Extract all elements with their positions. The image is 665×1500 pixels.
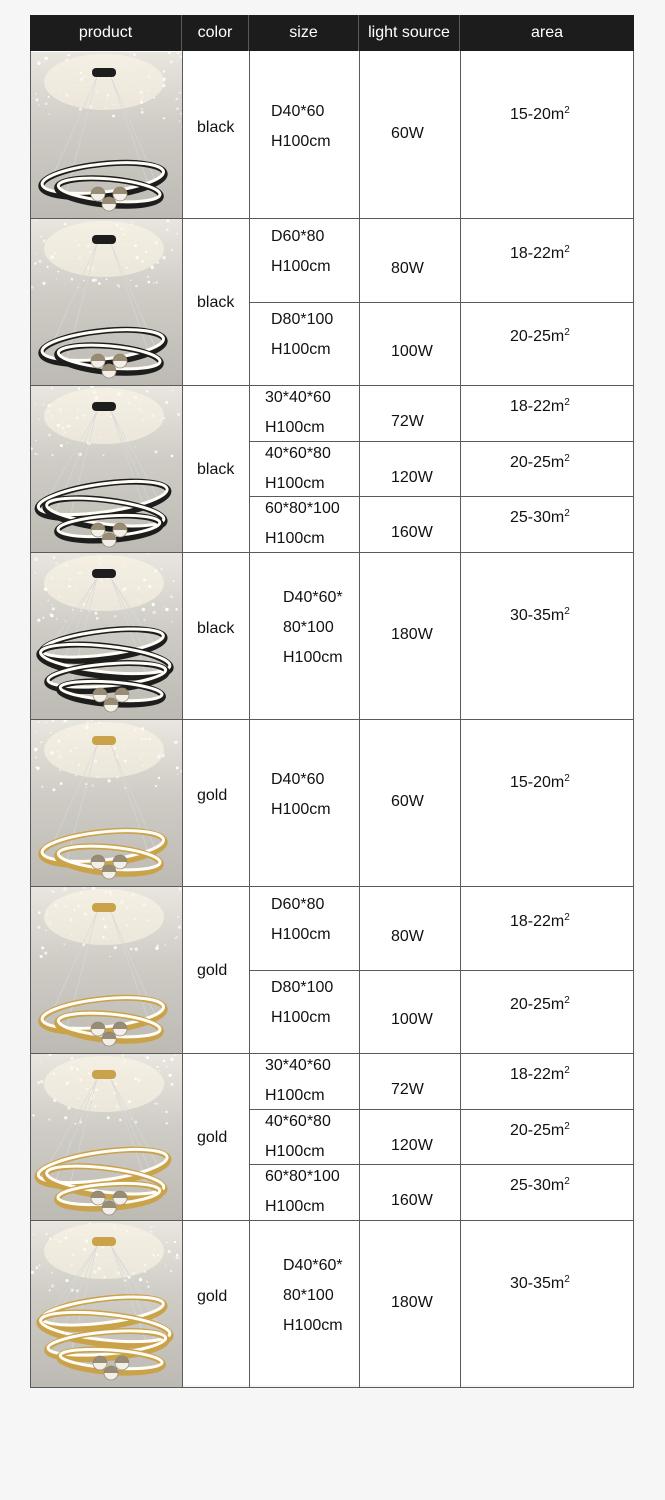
area-cell (510, 105, 570, 124)
area-unit: 2 (564, 1273, 570, 1285)
product-image (31, 720, 182, 886)
chandelier-image (31, 553, 182, 719)
row-divider (249, 970, 634, 971)
size-line: H100cm (265, 1142, 325, 1160)
row-divider (249, 302, 634, 303)
spec-table (30, 15, 634, 1385)
size-cell (271, 973, 333, 1033)
chandelier-image (31, 1221, 182, 1387)
canopy (92, 569, 116, 578)
chandelier-image (31, 386, 182, 552)
column-divider (359, 51, 360, 1387)
area-cell (510, 508, 570, 527)
size-line: H100cm (265, 530, 325, 548)
area-value: 30-35m (510, 606, 565, 624)
area-cell (510, 1274, 570, 1293)
color-cell: black (197, 119, 235, 136)
area-value: 25-30m (510, 509, 565, 527)
light-source-cell: 180W (391, 1293, 433, 1311)
canopy (92, 1237, 116, 1246)
area-unit: 2 (564, 508, 570, 520)
size-line: 80*100 (283, 1286, 334, 1304)
size-line: H100cm (283, 648, 343, 666)
area-value: 20-25m (510, 328, 565, 346)
row-divider (249, 441, 634, 442)
header-light-source: light source (359, 15, 460, 51)
column-divider (460, 51, 461, 1387)
area-unit: 2 (564, 995, 570, 1007)
row-divider (249, 1164, 634, 1165)
color-cell: gold (197, 962, 228, 979)
row-divider (249, 496, 634, 497)
area-cell (510, 995, 570, 1014)
size-line: H100cm (271, 1009, 331, 1027)
chandelier-image (31, 720, 182, 886)
size-line: 80*100 (283, 618, 334, 636)
light-source-cell: 100W (391, 1011, 433, 1029)
area-unit: 2 (564, 772, 570, 784)
size-line: D40*60 (271, 770, 325, 788)
color-cell: gold (197, 787, 228, 804)
size-line: D40*60 (271, 102, 325, 120)
product-image (31, 1054, 182, 1220)
chandelier-image (31, 1054, 182, 1220)
area-unit: 2 (564, 1120, 570, 1132)
light-source-cell: 80W (391, 259, 424, 277)
light-source-cell: 72W (391, 412, 424, 430)
product-image (31, 1221, 182, 1387)
product-image (31, 52, 182, 218)
area-value: 18-22m (510, 1065, 565, 1083)
size-cell (283, 583, 343, 673)
chandelier-image (31, 219, 182, 385)
area-value: 20-25m (510, 996, 565, 1014)
area-unit: 2 (564, 104, 570, 116)
light-source-cell: 120W (391, 1136, 433, 1154)
area-unit: 2 (564, 452, 570, 464)
size-cell (271, 305, 333, 365)
size-cell (265, 494, 340, 554)
area-unit: 2 (564, 911, 570, 923)
light-source-cell: 80W (391, 927, 424, 945)
size-line: D60*80 (271, 895, 325, 913)
size-line: D40*60* (283, 1256, 343, 1274)
area-value: 25-30m (510, 1177, 565, 1195)
area-value: 18-22m (510, 397, 565, 415)
color-cell: black (197, 620, 235, 637)
size-line: 60*80*100 (265, 1168, 340, 1186)
size-line: 40*60*80 (265, 444, 331, 462)
column-divider (30, 51, 31, 1387)
area-value: 15-20m (510, 773, 565, 791)
header-product: product (30, 15, 182, 51)
size-line: D60*80 (271, 227, 325, 245)
area-value: 15-20m (510, 105, 565, 123)
area-unit: 2 (564, 1064, 570, 1076)
area-cell (510, 327, 570, 346)
size-line: 40*60*80 (265, 1112, 331, 1130)
product-image (31, 553, 182, 719)
area-unit: 2 (564, 605, 570, 617)
size-cell (265, 1162, 340, 1222)
row-divider (30, 1387, 634, 1388)
size-line: H100cm (271, 341, 331, 359)
area-cell (510, 606, 570, 625)
size-line: H100cm (265, 1198, 325, 1216)
size-line: D80*100 (271, 979, 334, 997)
canopy (92, 903, 116, 912)
size-line: H100cm (271, 925, 331, 943)
size-cell (271, 97, 331, 157)
canopy (92, 1070, 116, 1079)
size-cell (265, 1107, 331, 1167)
size-cell (283, 1251, 343, 1341)
size-line: H100cm (265, 1086, 325, 1104)
area-cell (510, 1065, 570, 1084)
size-cell (271, 890, 331, 950)
size-line: H100cm (265, 418, 325, 436)
color-cell: gold (197, 1129, 228, 1146)
chandelier-image (31, 887, 182, 1053)
product-image (31, 219, 182, 385)
canopy (92, 68, 116, 77)
header-color: color (182, 15, 249, 51)
canopy (92, 235, 116, 244)
row-divider (249, 1109, 634, 1110)
size-cell (265, 383, 331, 443)
area-value: 30-35m (510, 1274, 565, 1292)
light-source-cell: 120W (391, 468, 433, 486)
area-unit: 2 (564, 396, 570, 408)
column-divider (182, 51, 183, 1387)
size-line: H100cm (271, 800, 331, 818)
area-cell (510, 773, 570, 792)
light-source-cell: 72W (391, 1080, 424, 1098)
area-value: 20-25m (510, 1121, 565, 1139)
size-line: 30*40*60 (265, 1056, 331, 1074)
area-value: 20-25m (510, 453, 565, 471)
size-cell (271, 765, 331, 825)
area-unit: 2 (564, 327, 570, 339)
size-cell (265, 439, 331, 499)
size-line: D80*100 (271, 311, 334, 329)
light-source-cell: 180W (391, 625, 433, 643)
light-source-cell: 160W (391, 524, 433, 542)
area-cell (510, 453, 570, 472)
size-line: H100cm (265, 474, 325, 492)
size-line: H100cm (283, 1316, 343, 1334)
size-line: D40*60* (283, 588, 343, 606)
light-source-cell: 60W (391, 792, 424, 810)
size-line: H100cm (271, 257, 331, 275)
area-value: 18-22m (510, 244, 565, 262)
size-line: 60*80*100 (265, 500, 340, 518)
size-cell (265, 1051, 331, 1111)
size-line: H100cm (271, 132, 331, 150)
header-area: area (530, 24, 564, 41)
light-source-cell: 60W (391, 124, 424, 142)
area-value: 18-22m (510, 912, 565, 930)
product-image (31, 887, 182, 1053)
light-source-cell: 100W (391, 343, 433, 361)
size-line: 30*40*60 (265, 388, 331, 406)
area-unit: 2 (564, 1176, 570, 1188)
area-cell (510, 912, 570, 931)
size-cell (271, 222, 331, 282)
canopy (92, 402, 116, 411)
color-cell: black (197, 294, 235, 311)
color-cell: black (197, 461, 235, 478)
area-cell (510, 397, 570, 416)
area-cell (510, 1121, 570, 1140)
color-cell: gold (197, 1288, 228, 1305)
canopy (92, 736, 116, 745)
area-cell (510, 244, 570, 263)
header-size: size (249, 15, 359, 51)
area-unit: 2 (564, 243, 570, 255)
column-divider (633, 51, 634, 1387)
column-divider (249, 51, 250, 1387)
light-source-cell: 160W (391, 1192, 433, 1210)
chandelier-image (31, 52, 182, 218)
product-image (31, 386, 182, 552)
area-cell (510, 1176, 570, 1195)
table-header (30, 15, 634, 51)
